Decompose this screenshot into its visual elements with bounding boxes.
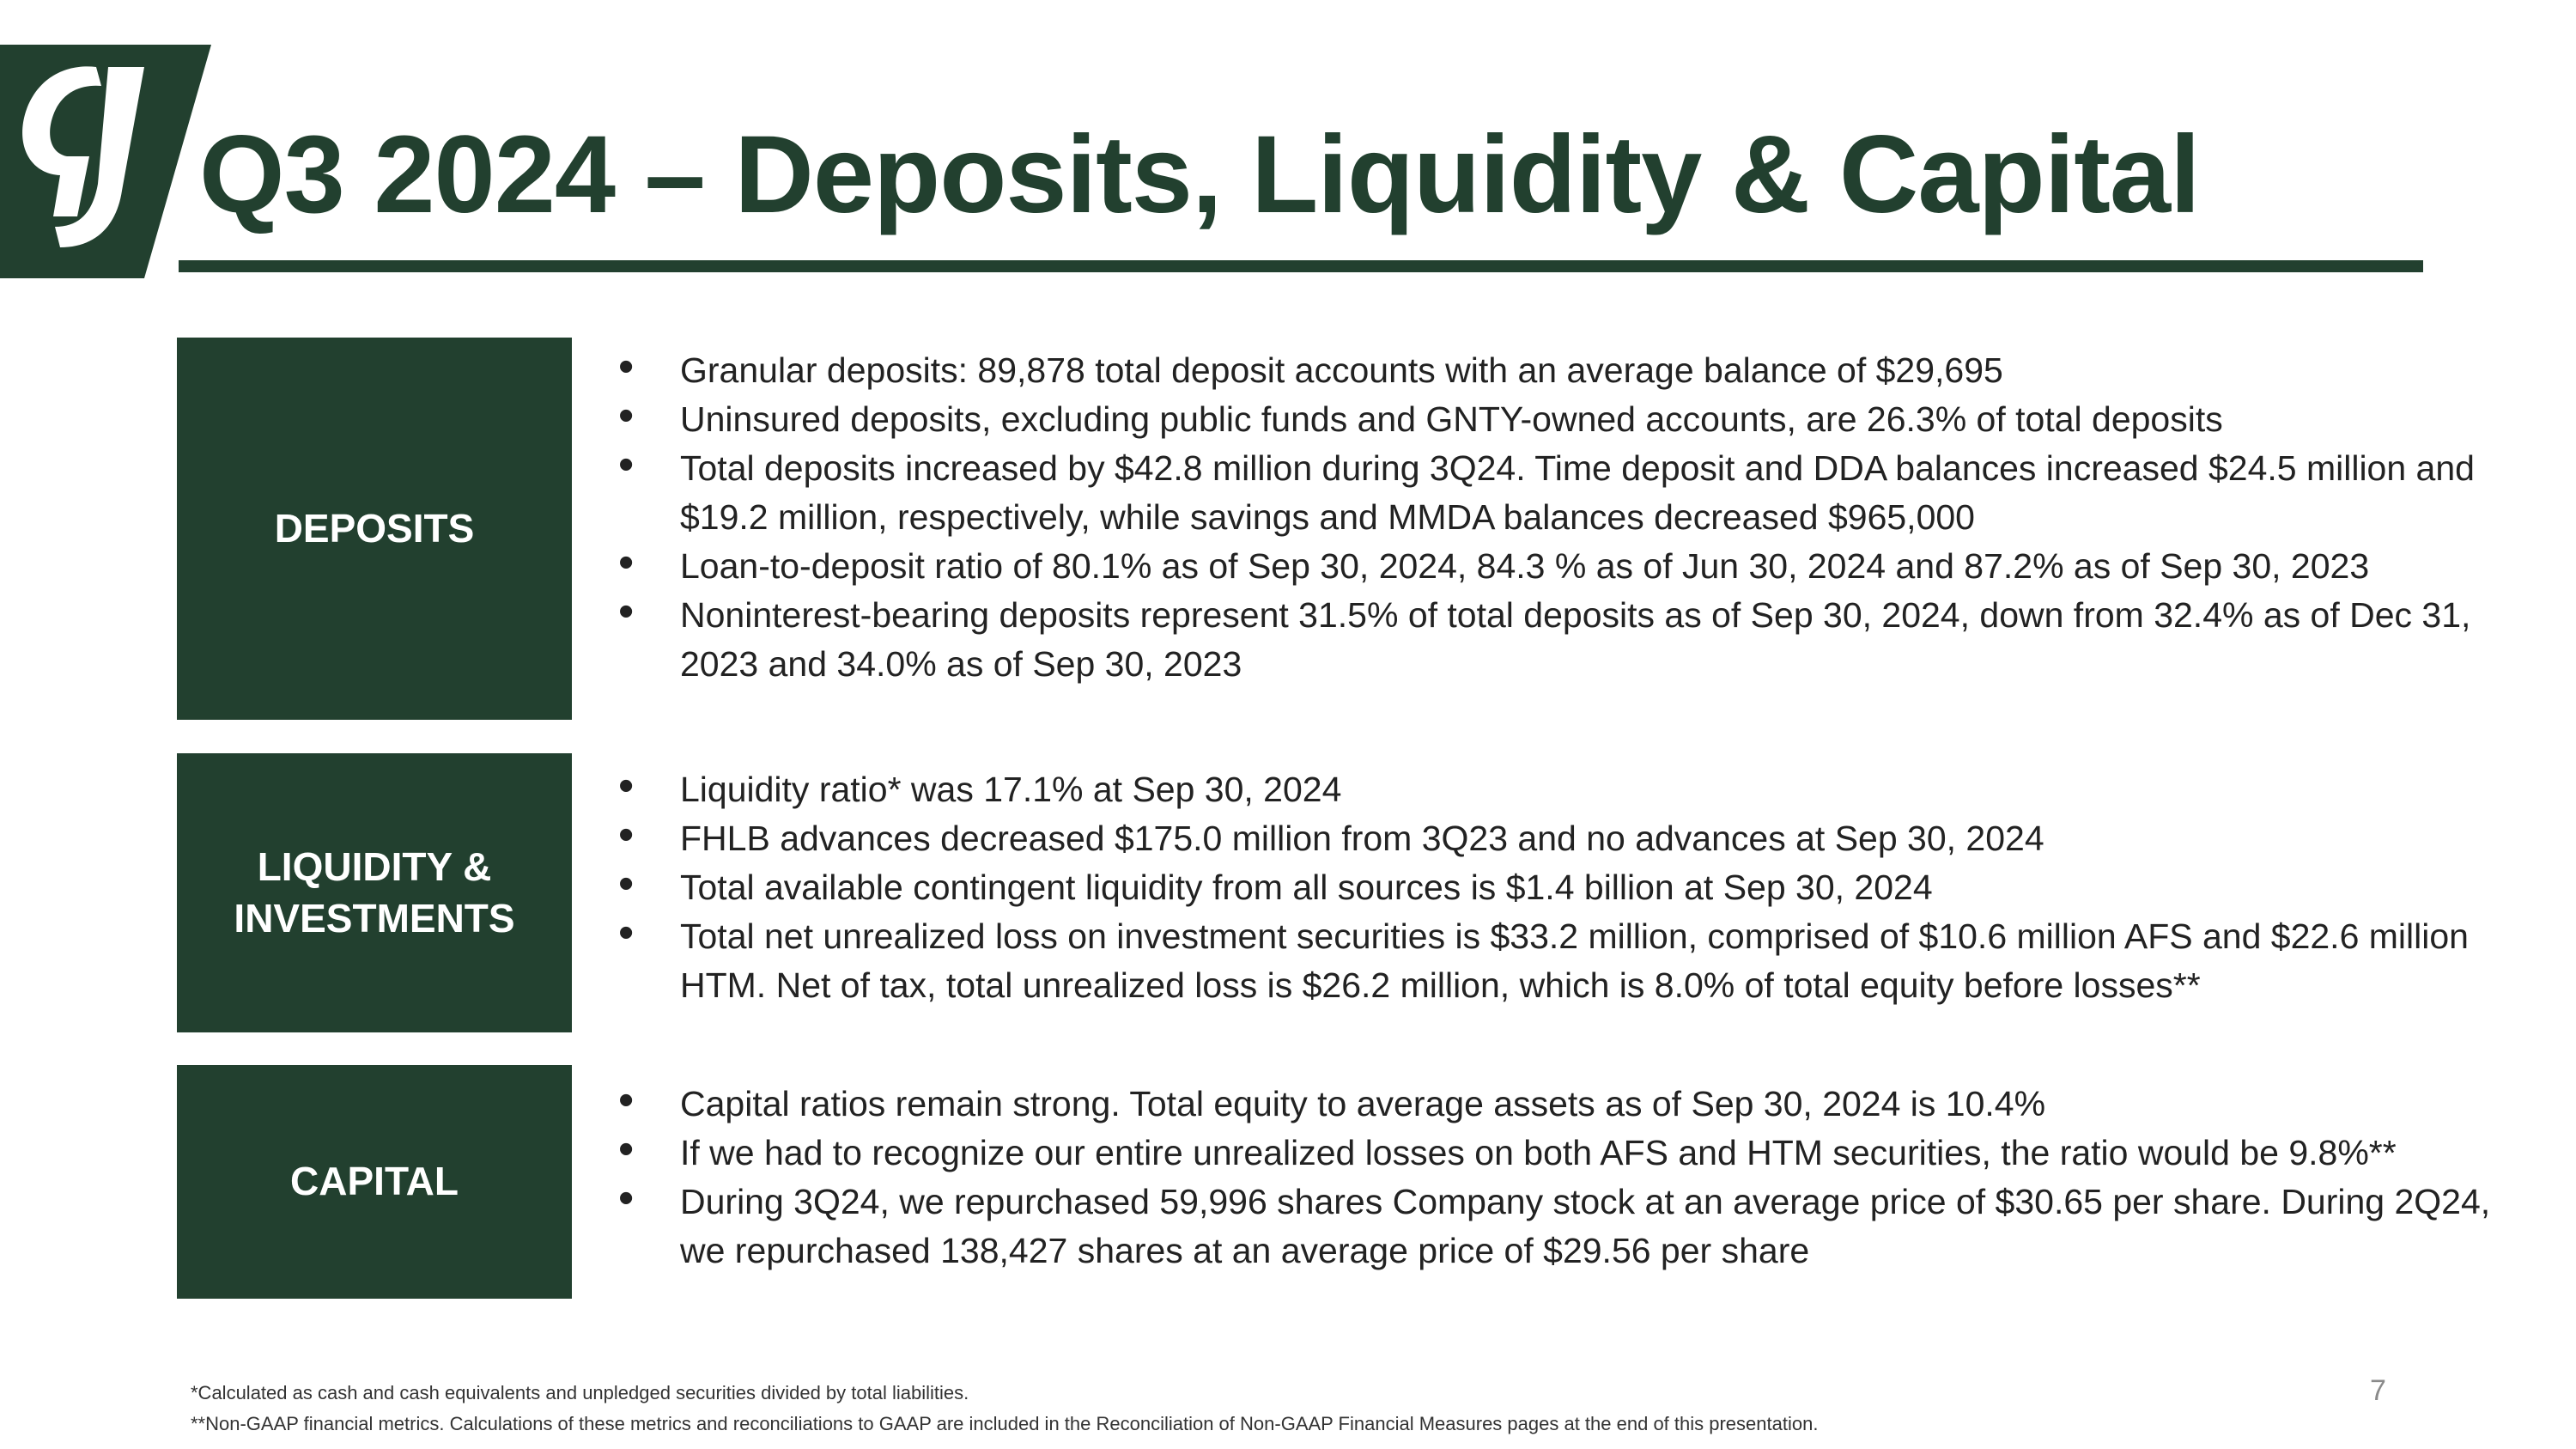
- list-item: • If we had to recognize our entire unrealized losses on both AFS and HTM securities, the ratio would be 9.8%**: [618, 1129, 2524, 1178]
- capital-bullet-list: [618, 1080, 2524, 1275]
- deposits-bullet-list: [618, 346, 2524, 689]
- section-label-capital: [177, 1065, 572, 1299]
- list-item: • Granular deposits: 89,878 total deposit accounts with an average balance of $29,695: [618, 346, 2524, 395]
- footnotes: [191, 1378, 1818, 1440]
- page-title: Q3 2024 – Deposits, Liquidity & Capital: [199, 113, 2200, 236]
- list-item: • During 3Q24, we repurchased 59,996 shares Company stock at an average price of $30.65 per share. During 2Q24, we repurchased 138,427 shares at an average price of $29.56 per share: [618, 1178, 2524, 1275]
- list-item: • FHLB advances decreased $175.0 million from 3Q23 and no advances at Sep 30, 2024: [618, 814, 2524, 863]
- section-label-deposits: [177, 338, 572, 720]
- list-item: • Uninsured deposits, excluding public funds and GNTY-owned accounts, are 26.3% of total deposits: [618, 395, 2524, 444]
- footnote: *Calculated as cash and cash equivalents and unpledged securities divided by total liabilities.: [191, 1382, 969, 1403]
- liquidity-bullet-list: [618, 765, 2524, 1010]
- list-item: • Total deposits increased by $42.8 million during 3Q24. Time deposit and DDA balances increased $24.5 million and $19.2 million, respectively, while savings and MMDA balances decreased $965,000: [618, 444, 2524, 542]
- page-number: 7: [2370, 1374, 2386, 1407]
- list-item: • Noninterest-bearing deposits represent 31.5% of total deposits as of Sep 30, 2024, down from 32.4% as of Dec 31, 2023 and 34.0% as of Sep 30, 2023: [618, 591, 2524, 689]
- section-label-text: DEPOSITS: [274, 505, 475, 551]
- section-label-text: LIQUIDITY & INVESTMENTS: [234, 843, 515, 941]
- list-item: • Liquidity ratio* was 17.1% at Sep 30, 2024: [618, 765, 2524, 814]
- list-item: • Loan-to-deposit ratio of 80.1% as of Sep 30, 2024, 84.3 % as of Jun 30, 2024 and 87.2% as of Sep 30, 2023: [618, 542, 2524, 591]
- g-monogram-icon: [0, 45, 211, 278]
- list-item: • Total available contingent liquidity from all sources is $1.4 billion at Sep 30, 2024: [618, 863, 2524, 912]
- list-item: • Capital ratios remain strong. Total equity to average assets as of Sep 30, 2024 is 10.4%: [618, 1080, 2524, 1129]
- title-divider: [179, 260, 2423, 272]
- footnote: **Non-GAAP financial metrics. Calculations of these metrics and reconciliations to GAAP are included in the Reconciliation of Non-GAAP Financial Measures pages at the end of this presentation.: [191, 1413, 1819, 1434]
- section-label-text: CAPITAL: [290, 1159, 459, 1204]
- list-item: • Total net unrealized loss on investment securities is $33.2 million, comprised of $10.6 million AFS and $22.6 million HTM. Net of tax, total unrealized loss is $26.2 million, which is 8.0% of total equity before losses**: [618, 912, 2524, 1010]
- section-label-liquidity: [177, 753, 572, 1032]
